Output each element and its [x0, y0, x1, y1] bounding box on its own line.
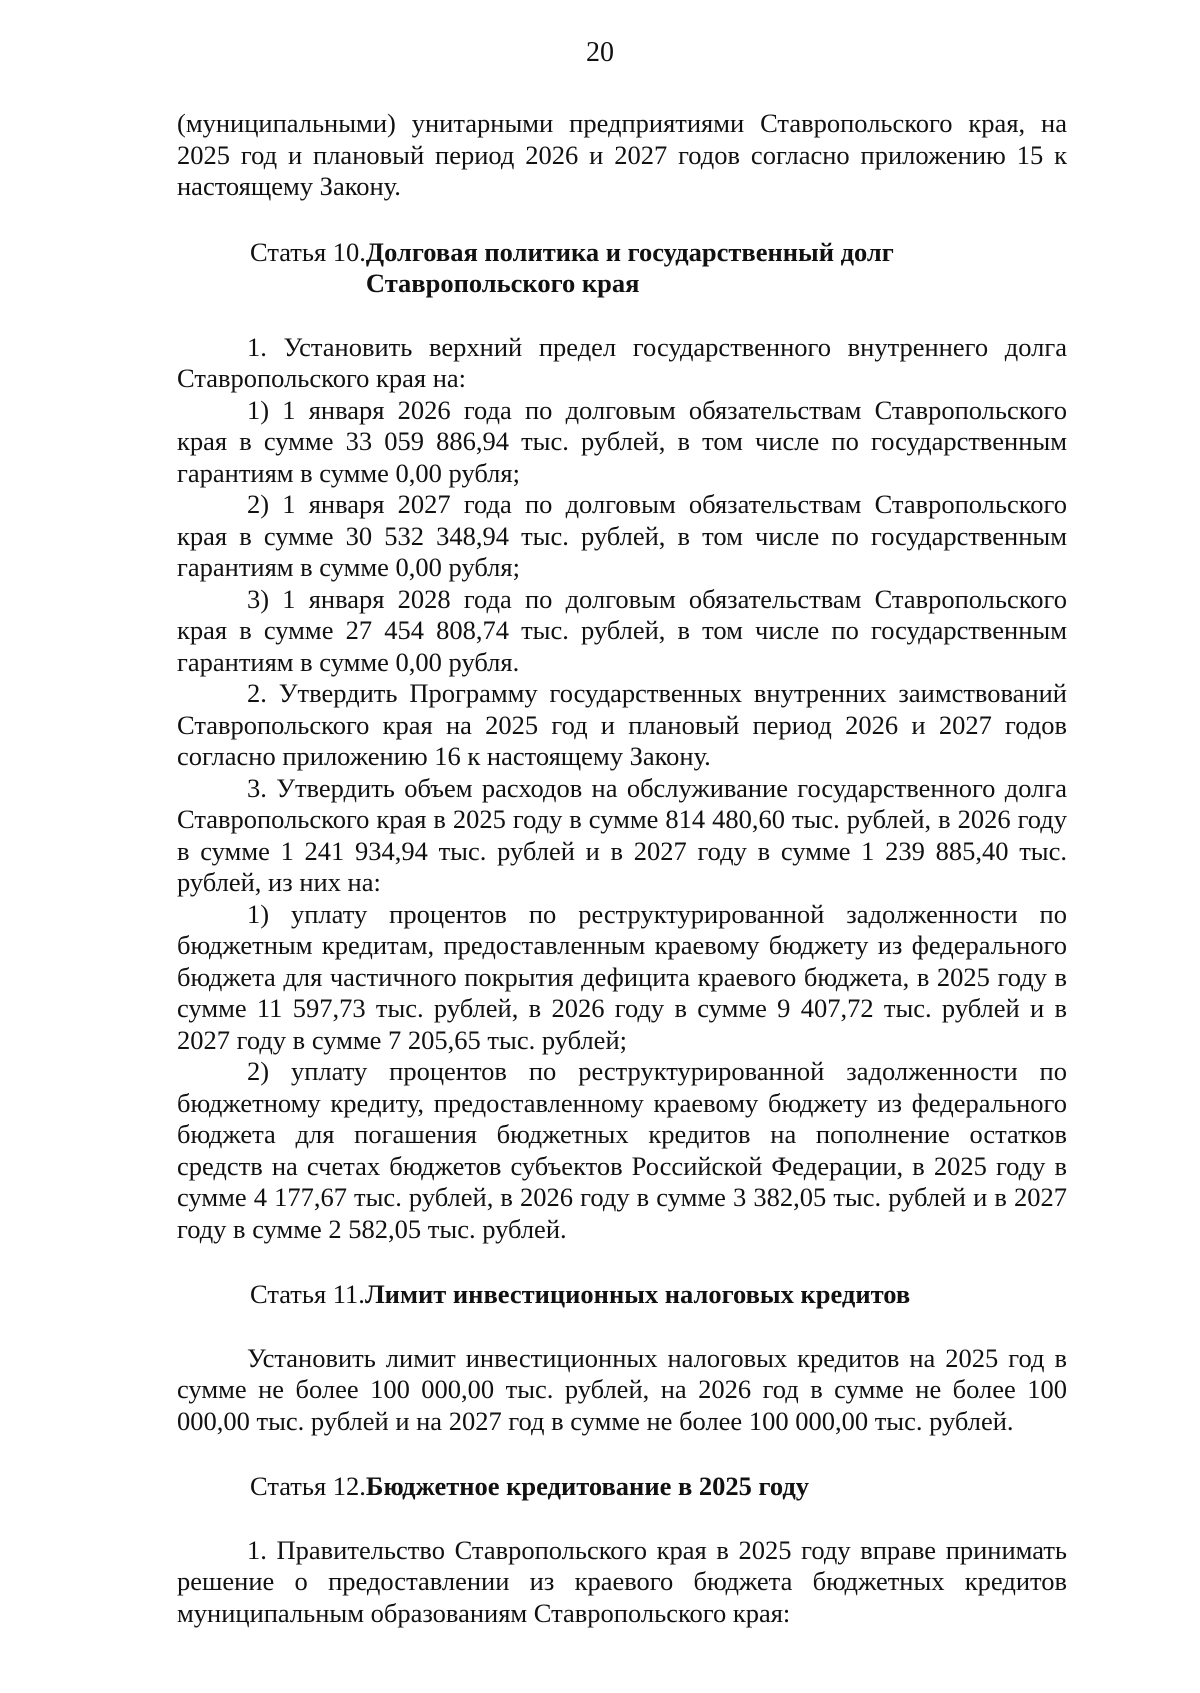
article-12-heading: [177, 1471, 1067, 1503]
article-11-paragraph-1: Установить лимит инвестиционных налоговых кредитов на 2025 год в сумме не более 100 000,00 тыс. рублей, на 2026 год в сумме не более 100 000,00 тыс. рублей и на 2027 год в сумме не более 100 000,00 тыс. рублей.: [177, 1342, 1067, 1436]
intro-continuation-paragraph: (муниципальными) унитарными предприятиями Ставропольского края, на 2025 год и плановый период 2026 и 2027 годов согласно приложению 15 к настоящему Закону.: [177, 108, 1067, 201]
article-10-subitem-1: 1) уплату процентов по реструктурированной задолженности по бюджетным кредитам, предоставленным краевому бюджету из федерального бюджета для частичного покрытия дефицита краевого бюджета, в 2025 году в сумме 11 597,73 тыс. рублей, в 2026 году в сумме 9 407,72 тыс. рублей и в 2027 году в сумме 7 205,65 тыс. рублей;: [177, 898, 1067, 1055]
article-10-paragraph-3: 3. Утвердить объем расходов на обслуживание государственного долга Ставропольского края в 2025 году в сумме 814 480,60 тыс. рублей, в 2026 году в сумме 1 241 934,94 тыс. рублей и в 2027 году в сумме 1 239 885,40 тыс. рублей, из них на:: [177, 772, 1067, 897]
article-10-item-3: 3) 1 января 2028 года по долговым обязательствам Ставропольского края в сумме 27 454 808,74 тыс. рублей, в том числе по государственным гарантиям в сумме 0,00 рубля.: [177, 583, 1067, 677]
article-11-heading: [177, 1279, 1067, 1311]
article-10-subitem-2: 2) уплату процентов по реструктурированной задолженности по бюджетному кредиту, предоставленному краевому бюджету из федерального бюджета для погашения бюджетных кредитов на пополнение остатков средств на счетах бюджетов субъектов Российской Федерации, в 2025 году в сумме 4 177,67 тыс. рублей, в 2026 году в сумме 3 382,05 тыс. рублей и в 2027 году в сумме 2 582,05 тыс. рублей.: [177, 1056, 1067, 1244]
article-10-title: Долговая политика и государственный долг Ставропольского края: [365, 236, 894, 298]
article-12-title: Бюджетное кредитование в 2025 году: [365, 1471, 810, 1501]
page-number: 20: [586, 37, 614, 68]
document-body: [177, 108, 1067, 1629]
article-10-item-1: 1) 1 января 2026 года по долговым обязательствам Ставропольского края в сумме 33 059 886,94 тыс. рублей, в том числе по государственным гарантиям в сумме 0,00 рубля;: [177, 394, 1067, 488]
article-10-paragraph-2: 2. Утвердить Программу государственных внутренних заимствований Ставропольского края на 2025 год и плановый период 2026 и 2027 годов согласно приложению 16 к настоящему Закону.: [177, 678, 1067, 771]
article-10-paragraph-1: 1. Установить верхний предел государственного внутреннего долга Ставропольского края на:: [177, 331, 1067, 393]
article-12-prefix: Статья 12.: [250, 1471, 366, 1501]
article-10-item-2: 2) 1 января 2027 года по долговым обязательствам Ставропольского края в сумме 30 532 348,94 тыс. рублей, в том числе по государственным гарантиям в сумме 0,00 рубля;: [177, 489, 1067, 582]
article-10-heading: [177, 237, 1067, 300]
article-11-title: Лимит инвестиционных налоговых кредитов: [364, 1279, 911, 1309]
article-11-prefix: Статья 11.: [250, 1279, 365, 1309]
article-12-paragraph-1: 1. Правительство Ставропольского края в 2025 году вправе принимать решение о предоставлении из краевого бюджета бюджетных кредитов муниципальным образованиям Ставропольского края:: [177, 1534, 1067, 1628]
article-10-prefix: Статья 10.: [250, 236, 366, 267]
